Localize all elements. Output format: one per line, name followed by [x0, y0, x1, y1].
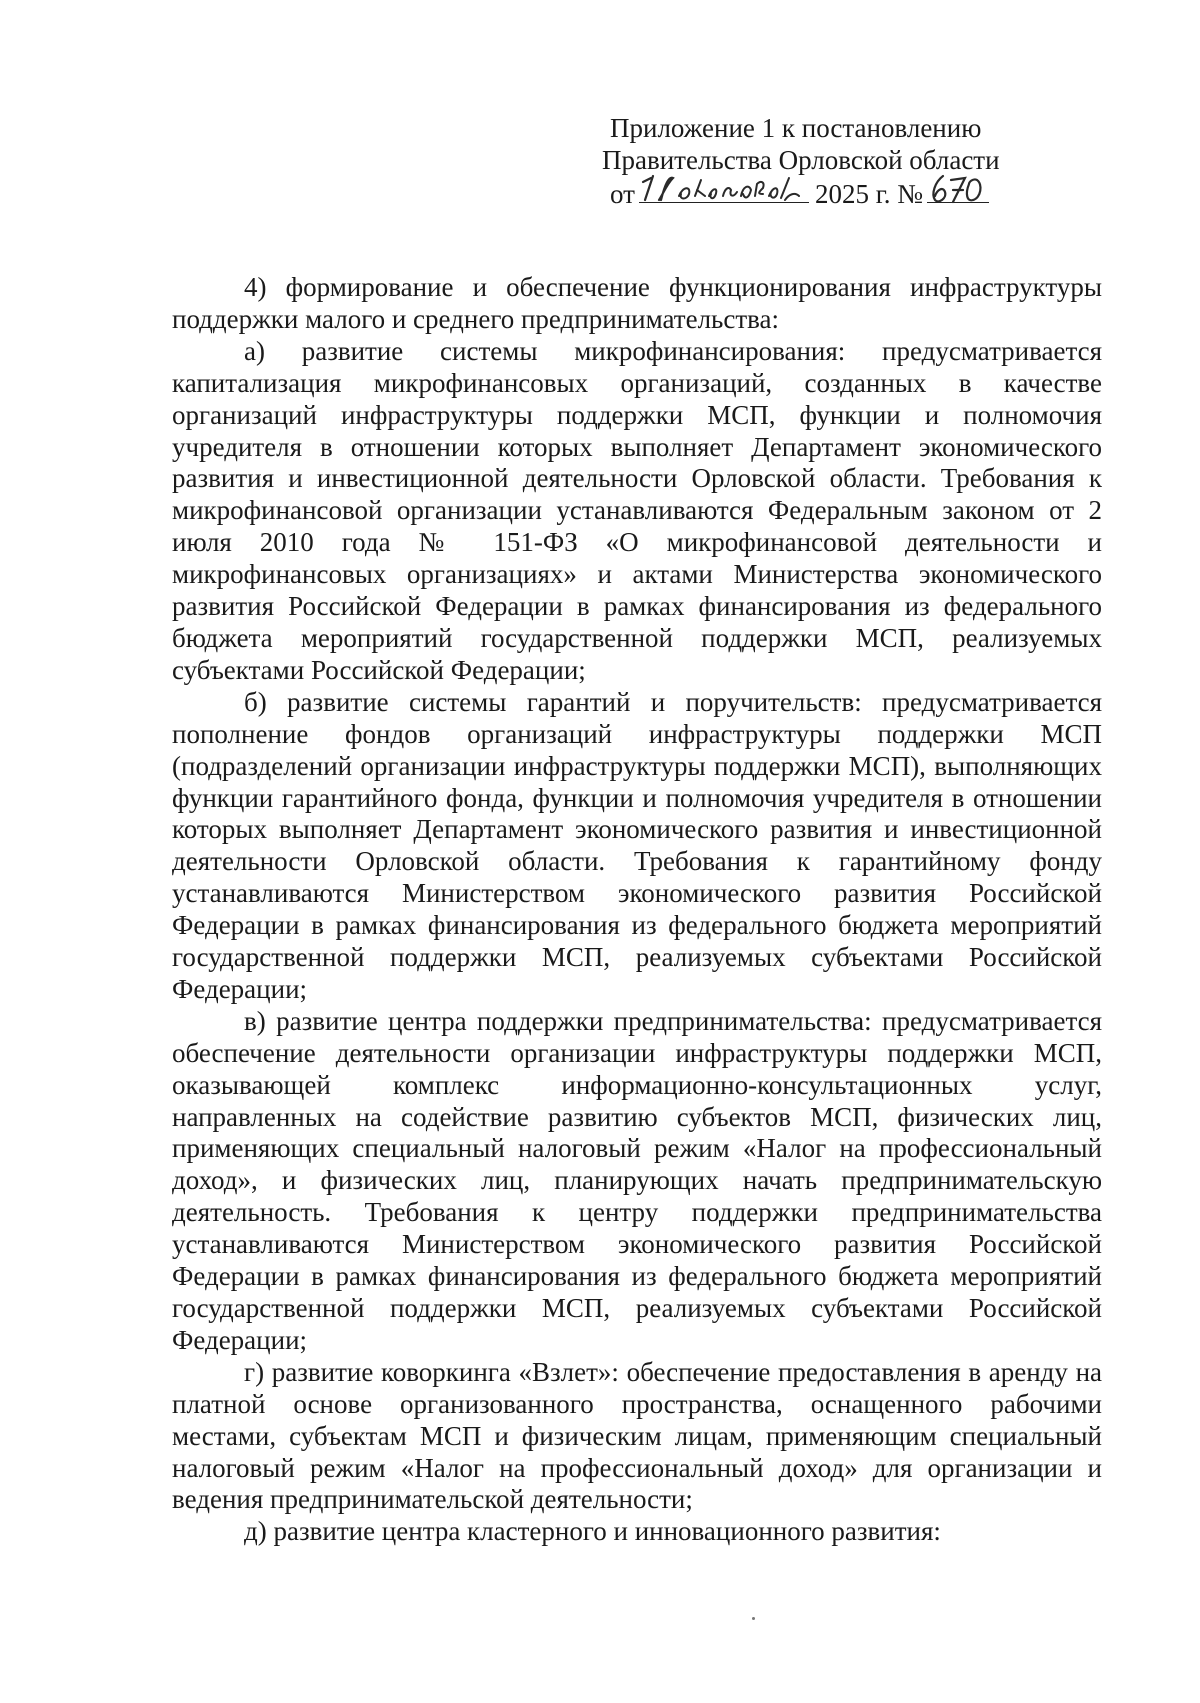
scan-speck	[752, 1617, 755, 1620]
item-b-paragraph: б) развитие системы гарантий и поручительств: предусматривается пополнение фондов организаций инфраструктуры поддержки МСП (подразделений организации инфраструктуры поддержки МСП), выполняющих функции гарантийного фонда, функции и полномочия учредителя в отношении которых выполняет Департамент экономического развития и инвестиционной деятельности Орловской области. Требования к гарантийному фонду устанавливаются Министерством экономического развития Российской Федерации в рамках финансирования из федерального бюджета мероприятий государственной поддержки МСП, реализуемых субъектами Российской Федерации;	[172, 686, 1102, 1004]
appendix-header	[570, 112, 1090, 210]
handwritten-date	[639, 176, 809, 203]
handwritten-date-signature	[639, 170, 809, 206]
document-body	[172, 272, 1102, 1548]
section-4-paragraph: 4) формирование и обеспечение функционирования инфраструктуры поддержки малого и среднего предпринимательства:	[172, 272, 1102, 334]
item-a-paragraph: а) развитие системы микрофинансирования: предусматривается капитализация микрофинансовых организаций, созданных в качестве организаций инфраструктуры поддержки МСП, функции и полномочия учредителя в отношении которых выполняет Департамент экономического развития и инвестиционной деятельности Орловской области. Требования к микрофинансовой организации устанавливаются Федеральным законом от 2 июля 2010 года № 151-ФЗ «О микрофинансовой деятельности и микрофинансовых организациях» и актами Министерства экономического развития Российской Федерации в рамках финансирования из федерального бюджета мероприятий государственной поддержки МСП, реализуемых субъектами Российской Федерации;	[172, 335, 1102, 685]
item-d-paragraph: д) развитие центра кластерного и инновационного развития:	[244, 1516, 941, 1547]
year-number-label: 2025 г. №	[814, 179, 923, 209]
appendix-line: Приложение 1 к постановлению	[610, 113, 982, 143]
handwritten-number	[927, 176, 989, 203]
handwritten-number-signature	[927, 170, 989, 206]
date-prefix: от	[610, 179, 635, 209]
item-g-paragraph: г) развитие коворкинга «Взлет»: обеспечение предоставления в аренду на платной основе организованного пространства, оснащенного рабочими местами, субъектам МСП и физическим лицам, применяющим специальный налоговый режим «Налог на профессиональный доход» для организации и ведения предпринимательской деятельности;	[172, 1356, 1102, 1515]
item-v-paragraph: в) развитие центра поддержки предпринимательства: предусматривается обеспечение деятельности организации инфраструктуры поддержки МСП, оказывающей комплекс информационно-консультационных услуг, направленных на содействие развитию субъектов МСП, физических лиц, применяющих специальный налоговый режим «Налог на профессиональный доход», и физических лиц, планирующих начать предпринимательскую деятельность. Требования к центру поддержки предпринимательства устанавливаются Министерством экономического развития Российской Федерации в рамках финансирования из федерального бюджета мероприятий государственной поддержки МСП, реализуемых субъектами Российской Федерации;	[172, 1005, 1102, 1355]
government-line: Правительства Орловской области	[602, 145, 1000, 175]
date-line	[570, 176, 1090, 210]
